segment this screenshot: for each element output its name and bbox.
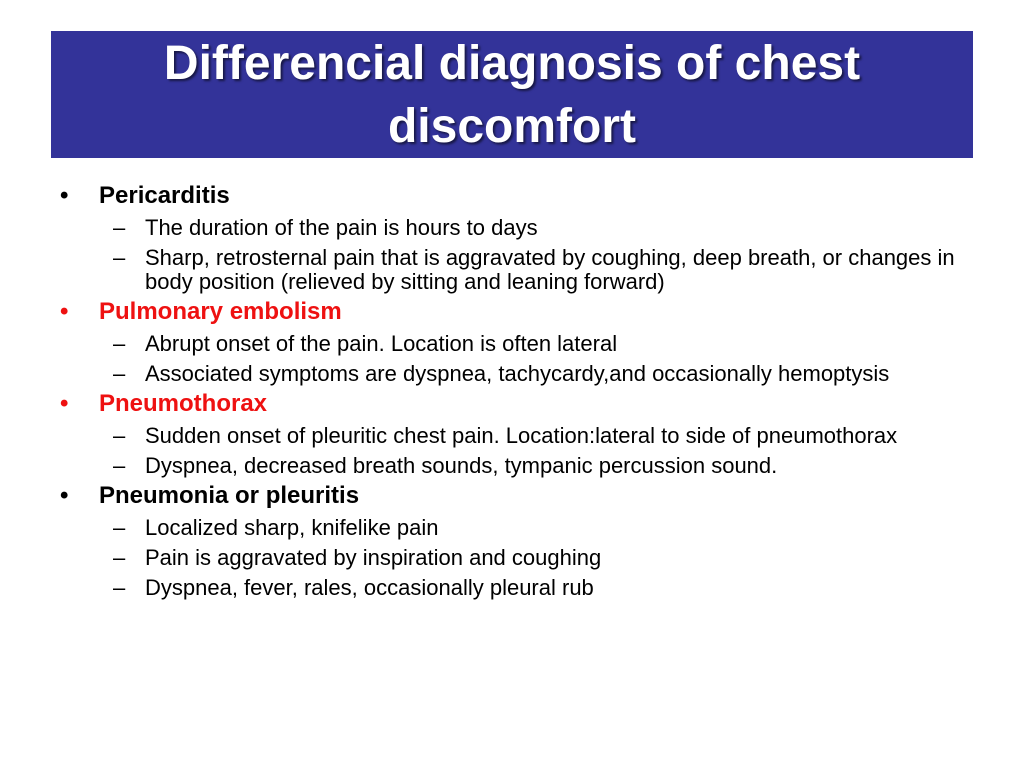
bullet-icon: • xyxy=(60,390,69,417)
diagnosis-heading xyxy=(60,298,970,326)
diagnosis-point xyxy=(60,546,970,570)
diagnosis-group xyxy=(60,390,970,478)
diagnosis-point-text: Dyspnea, decreased breath sounds, tympanic percussion sound. xyxy=(145,453,778,478)
bullet-icon: • xyxy=(60,482,69,509)
dash-icon: – xyxy=(113,423,126,448)
diagnosis-group xyxy=(60,298,970,386)
diagnosis-point xyxy=(60,424,970,448)
dash-icon: – xyxy=(113,453,126,478)
diagnosis-point-text: Localized sharp, knifelike pain xyxy=(145,515,439,540)
diagnosis-point-text: Sharp, retrosternal pain that is aggravated by coughing, deep breath, or changes in body position (relieved by sitting and leaning forward) xyxy=(145,245,955,294)
dash-icon: – xyxy=(113,331,126,356)
dash-icon: – xyxy=(113,215,126,240)
dash-icon: – xyxy=(113,361,126,386)
diagnosis-point-text: Pain is aggravated by inspiration and coughing xyxy=(145,545,602,570)
diagnosis-point xyxy=(60,516,970,540)
diagnosis-point-text: Associated symptoms are dyspnea, tachycardy,and occasionally hemoptysis xyxy=(145,361,890,386)
diagnosis-heading xyxy=(60,182,970,210)
diagnosis-point xyxy=(60,454,970,478)
dash-icon: – xyxy=(113,545,126,570)
diagnosis-point-text: The duration of the pain is hours to days xyxy=(145,215,538,240)
dash-icon: – xyxy=(113,515,126,540)
diagnosis-point xyxy=(60,332,970,356)
diagnosis-heading-text: Pneumonia or pleuritis xyxy=(99,482,360,509)
diagnosis-heading-text: Pericarditis xyxy=(99,182,230,209)
diagnosis-heading xyxy=(60,482,970,510)
diagnosis-heading xyxy=(60,390,970,418)
diagnosis-point-text: Sudden onset of pleuritic chest pain. Location:lateral to side of pneumothorax xyxy=(145,423,898,448)
diagnosis-point xyxy=(60,576,970,600)
diagnosis-heading-text: Pulmonary embolism xyxy=(99,298,342,325)
dash-icon: – xyxy=(113,575,126,600)
diagnosis-point-text: Abrupt onset of the pain. Location is often lateral xyxy=(145,331,618,356)
bullet-list xyxy=(60,178,970,602)
diagnosis-heading-text: Pneumothorax xyxy=(99,390,268,417)
diagnosis-point xyxy=(60,246,970,294)
bullet-icon: • xyxy=(60,298,69,325)
bullet-icon: • xyxy=(60,182,69,209)
diagnosis-point-text: Dyspnea, fever, rales, occasionally pleural rub xyxy=(145,575,594,600)
slide-title: Differencial diagnosis of chest discomfort xyxy=(163,36,861,153)
title-banner xyxy=(51,31,973,158)
diagnosis-point xyxy=(60,362,970,386)
diagnosis-group xyxy=(60,482,970,600)
diagnosis-point xyxy=(60,216,970,240)
diagnosis-group xyxy=(60,182,970,294)
dash-icon: – xyxy=(113,245,126,270)
